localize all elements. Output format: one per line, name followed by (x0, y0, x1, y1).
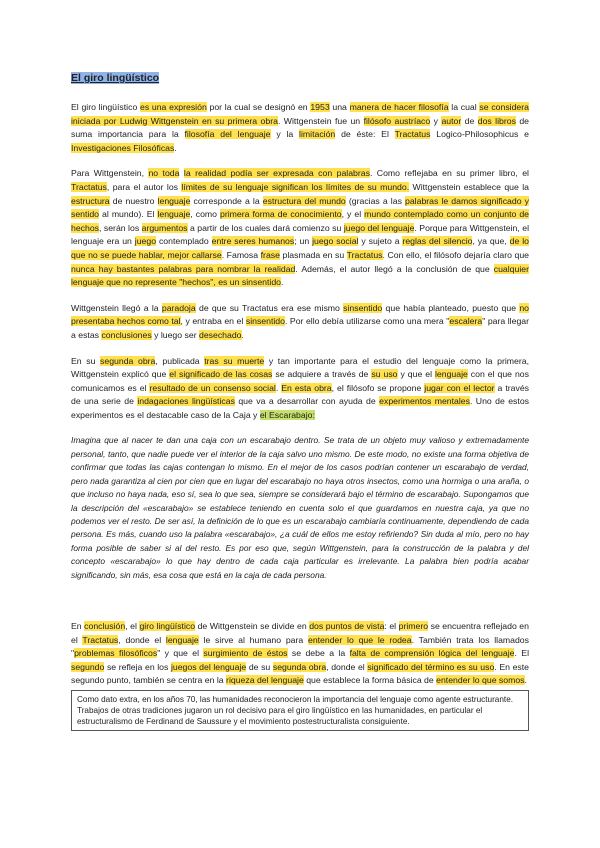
text-run: . Wittgenstein fue un (277, 115, 364, 126)
second-work-paragraph (71, 355, 529, 423)
intro-paragraph (71, 101, 529, 155)
highlighted-text: lenguaje (157, 195, 191, 206)
text-run: corresponde a la (190, 195, 263, 206)
text-run: que va a desarrollar con ayuda de (234, 396, 380, 407)
highlighted-text: palabras le damos significado y sentido (71, 195, 529, 220)
text-run: . Además, el autor llegó a la conclusión de que (295, 263, 494, 274)
extra-note-box (71, 690, 529, 731)
highlighted-text: es una expresión (140, 102, 207, 112)
highlighted-text: argumentos (141, 222, 188, 233)
text-run: , para el autor los (106, 181, 182, 192)
highlighted-text: manera de hacer filosofía (349, 102, 449, 112)
highlighted-text: segundo (71, 661, 105, 672)
text-run: de su (246, 661, 273, 672)
text-run: se encuentra reflejado en el (71, 620, 529, 645)
text-run: una (329, 102, 350, 112)
document-title (71, 72, 529, 85)
text-run: . (275, 382, 282, 393)
text-run: Wittgenstein establece que la (409, 181, 529, 192)
text-run: plasmada en su (279, 249, 347, 260)
wittgenstein-paragraph (71, 167, 529, 289)
title-text: El giro lingüístico (71, 72, 160, 84)
text-run: de suma importancia para la (71, 115, 530, 140)
text-run: y que el (397, 369, 435, 380)
highlighted-text: significado del término es su uso (367, 661, 495, 672)
highlighted-text: estructura del mundo (262, 195, 346, 206)
text-run: que había planteado, puesto que (382, 302, 520, 313)
highlighted-text: entender lo que somos (436, 675, 525, 686)
highlighted-text: experimentos mentales (379, 396, 470, 407)
highlighted-text: Tractatus (82, 634, 119, 645)
highlighted-text: autor (441, 115, 462, 126)
text-run: . (524, 675, 527, 686)
highlighted-text: lenguaje (165, 634, 199, 645)
text-run: ; un (294, 236, 313, 247)
text-run: , donde el (118, 634, 166, 645)
text-run: . (174, 142, 177, 153)
text-run: con el que nos comunicamos es el (71, 369, 529, 393)
text-run: de que su Tractatus era ese mismo (195, 302, 344, 313)
highlighted-text: segunda obra (100, 355, 156, 366)
highlighted-text: juego (134, 236, 157, 247)
text-run: de (461, 115, 478, 126)
highlighted-text: riqueza del lenguaje (226, 675, 304, 686)
highlighted-text: filosofía del lenguaje (184, 129, 271, 140)
highlighted-text: giro lingüístico (139, 620, 196, 631)
text-run: En (71, 620, 85, 631)
text-run: , donde el (326, 661, 368, 672)
highlighted-text: primero (398, 620, 429, 631)
text-run: le sirve al humano para (198, 634, 308, 645)
text-run: . El (514, 648, 529, 659)
highlighted-text: indagaciones lingüísticas (137, 396, 235, 407)
highlighted-text: entender lo que le rodea (307, 634, 412, 645)
text-run: se refleja en los (104, 661, 171, 672)
text-run: , publicada (155, 355, 205, 366)
highlighted-text: reglas del silencio (402, 236, 473, 247)
highlighted-text: sinsentido (343, 302, 383, 313)
text-run: , serán los (99, 222, 142, 233)
highlighted-text: entre seres humanos (211, 236, 295, 247)
highlighted-text: tras su muerte (204, 355, 265, 366)
text-run: Wittgenstein llegó a la (71, 302, 162, 313)
highlighted-text: nunca hay bastantes palabras para nombrar la realidad (71, 263, 296, 274)
highlighted-text: no toda (148, 168, 180, 179)
highlighted-text: juego social (312, 236, 359, 247)
paradox-paragraph (71, 302, 529, 343)
highlighted-text: límites de su lenguaje significan los límites de su mundo. (181, 181, 410, 192)
text-run: . Como reflejaba en su primer libro, el (369, 168, 529, 179)
highlighted-text: resultado de un consenso social (149, 382, 276, 393)
highlighted-text: conclusión (84, 620, 126, 631)
text-run: (gracias a las (345, 195, 406, 206)
text-run: y tan importante para el estudio del lenguaje como la primera, Wittgenstein explicó que (71, 355, 529, 380)
text-run: a través de una serie de (71, 382, 529, 407)
text-run: Logico-Philosophicus e (430, 129, 529, 140)
document-page (71, 72, 529, 731)
text-run: . Uno de estos experimentos es el destacable caso de la Caja y (71, 396, 529, 420)
highlighted-text: juego del lenguaje (343, 222, 415, 233)
text-run: Para Wittgenstein, (71, 168, 149, 179)
highlighted-text: Tractatus (394, 129, 431, 140)
text-run: , como (190, 209, 221, 220)
highlighted-text: filósofo austríaco (363, 115, 431, 126)
text-run: , el filósofo se propone (331, 382, 425, 393)
highlighted-text: lenguaje (434, 369, 468, 380)
highlighted-text: lenguaje (157, 209, 191, 220)
highlighted-text: limitación (299, 129, 336, 140)
text-run: contemplado (156, 236, 212, 247)
text-run: de nuestro (109, 195, 158, 206)
highlighted-text: la realidad podía ser expresada con palabras (183, 168, 370, 179)
text-run: a partir de los cuales dará comienzo su (187, 222, 344, 233)
text-run: , y el (341, 209, 365, 220)
text-run: por la cual se designó en (206, 102, 311, 112)
text-run: . En este segundo punto, también se centra en la (71, 661, 529, 686)
highlighted-text: desechado (199, 329, 242, 340)
highlighted-text: Tractatus (71, 181, 107, 192)
highlighted-text: escalera (449, 316, 483, 327)
text-run: . Famosa (221, 249, 261, 260)
text-run: se adquiere a través de (272, 369, 372, 380)
highlighted-text: conclusiones (101, 329, 152, 340)
highlighted-text: frase (260, 249, 280, 260)
highlighted-text: mundo contemplado como un conjunto de hechos (71, 209, 529, 233)
text-run: y (430, 115, 442, 126)
text-run: que establece la forma básica de (303, 675, 437, 686)
highlighted-text: En esta obra (281, 382, 332, 393)
text-run: En su (71, 355, 101, 366)
highlighted-text: dos libros (477, 115, 516, 126)
text-run: . (281, 277, 284, 288)
text-run: . (241, 329, 244, 340)
highlighted-text: cualquier lenguaje que no represente "hechos", es un sinsentido (71, 263, 529, 288)
highlighted-text: Tractatus (346, 249, 383, 260)
text-run: y luego ser (151, 329, 199, 340)
highlighted-text: falta de comprensión lógica del lenguaje (349, 648, 515, 659)
text-run: y la (270, 129, 300, 140)
highlighted-text: el significado de las cosas (169, 369, 273, 380)
highlighted-text: sinsentido (245, 316, 285, 327)
text-run: de éste: El (335, 129, 395, 140)
highlighted-text: estructura (71, 195, 110, 206)
highlighted-text: problemas filosóficos (74, 648, 158, 659)
text-run: " para llegar a estas (71, 316, 529, 340)
text-run: El giro lingüístico (71, 102, 140, 112)
highlighted-text: 1953 (310, 102, 330, 112)
highlighted-text: se considera iniciada por Ludwig Wittgenstein en su primera obra (71, 102, 529, 126)
highlighted-text: dos puntos de vista (309, 620, 385, 631)
highlighted-text: segunda obra (272, 661, 327, 672)
highlighted-text: paradoja (161, 302, 196, 313)
highlighted-text: jugar con el lector (424, 382, 495, 393)
highlighted-text: no presentaba hechos como tal (71, 302, 530, 327)
text-run: , ya que, (472, 236, 510, 247)
highlighted-text: su uso (371, 369, 398, 380)
text-run: al mundo). El (99, 209, 158, 220)
text-run: y sujeto a (358, 236, 403, 247)
highlighted-text: primera forma de conocimiento (220, 209, 342, 220)
text-run: " y que el (157, 648, 204, 659)
conclusion-paragraph (71, 620, 529, 688)
highlighted-text: Investigaciones Filosóficas (71, 142, 175, 153)
text-run: : el (384, 620, 399, 631)
text-run: . Por ello debía utilizarse como una mera " (284, 316, 450, 327)
text-run: . Con ello, el filósofo dejaría claro que (382, 249, 530, 260)
text-run: la cual (448, 102, 480, 112)
extra-note-text: Como dato extra, en los años 70, las humanidades reconocieron la importancia del lenguaje como agente estructurante. Trabajos de otras tradiciones jugaron un rol decisivo para el giro lingüístico en las humanidades, en particular el estructuralismo de Ferdinand de Saussure y el movimiento postestructuralista consiguiente. (77, 694, 514, 726)
text-run: , el (125, 620, 140, 631)
beetle-quote: Imagina que al nacer te dan una caja con un escarabajo dentro. Se trata de un objeto muy valioso y extremadamente personal, tanto, que nadie puede ver el interior de la caja salvo uno mismo. De este modo, no existe una forma objetiva de confirmar que todas las cajas contengan lo mismo. En el mejor de los casos podrían contener un escarabajo de verdad, pero nada garantiza al cien por cien que en lugar del escarabajo no haya otros insectos, como una hormiga o una araña, o que incluso no haya nada, eso sí, sea lo que sea, siempre se considerará bajo el término de escarabajo. Supongamos que la descripción del «escarabajo» se establece teniendo en cuenta solo el que guardamos en nuestra caja, ya que no podemos ver el resto. De ser así, la definición de lo que es un escarabajo cambiaría continuamente, dependiendo de cada persona. Es más, cuando uso la palabra «escarabajo», ¿a cuál de ellos me estoy refiriendo? Sin duda al mío, pero no hay forma posible de saber si al del resto. Es por eso que, según Wittgenstein, para la construcción de la palabra y del concepto «escarabajo» lo que hay dentro de cada caja particular es irrelevante. La palabra bien podría acabar significando, sin más, esa cosa que está en la caja de cada persona. (71, 435, 529, 580)
highlighted-text: el Escarabajo: (259, 409, 315, 420)
text-run: de Wittgenstein se divide en (195, 620, 310, 631)
highlighted-text: de lo que no se puede hablar, mejor callarse (71, 236, 529, 260)
text-run: , y entraba en el (180, 316, 246, 327)
text-run: . También trata los llamados " (71, 634, 529, 659)
text-run: se debe a la (287, 648, 350, 659)
highlighted-text: surgimiento de éstos (203, 648, 288, 659)
highlighted-text: juegos del lenguaje (170, 661, 247, 672)
text-run: . Porque para Wittgenstein, el lenguaje era un (71, 222, 530, 247)
